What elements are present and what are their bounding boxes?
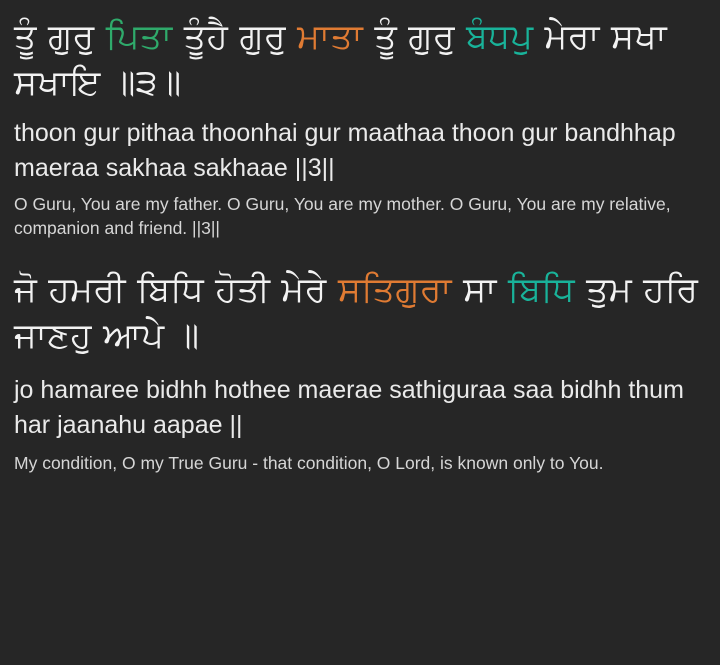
gurmukhi-word[interactable]: ਮਾਤਾ [297,17,363,57]
gurmukhi-word[interactable]: ਬਿਧਿ [507,269,575,310]
gurmukhi-word[interactable]: ਗੁਰੁ [408,17,455,57]
gurmukhi-word[interactable]: ਮੇਰੇ [281,269,327,310]
verse-block-1 [14,14,706,241]
gurmukhi-word[interactable]: ਆਪੇ [103,316,165,357]
gurmukhi-word[interactable]: ॥੩॥ [111,63,182,104]
translation-line-2: My condition, O my True Guru - that condition, O Lord, is known only to You. [14,453,604,474]
gurmukhi-word[interactable]: ਸਖਾਇ [14,63,101,104]
gurmukhi-word[interactable]: ਗੁਰੁ [239,17,286,57]
gurmukhi-word[interactable]: ਤੁਮ [586,269,632,310]
gurmukhi-word[interactable]: ਹੋਤੀ [215,269,271,310]
gurmukhi-word[interactable]: ਹਮਰੀ [48,269,126,310]
gurmukhi-word[interactable]: ਹਰਿ [643,269,699,310]
gurmukhi-line-1 [14,14,706,106]
verse-block-2 [14,267,706,476]
translation-line-1: O Guru, You are my father. O Guru, You are my mother. O Guru, You are my relative, companion and friend. ||3|| [14,194,671,239]
gurmukhi-word[interactable]: ਬੰਧਪੁ [466,17,534,57]
gurmukhi-word[interactable]: ਸਖਾ [610,17,667,57]
gurmukhi-line-2 [14,267,706,359]
gurmukhi-word[interactable]: ਤੂੰ [374,17,397,57]
gurmukhi-word[interactable]: ਜੋ [14,269,38,310]
gurmukhi-word[interactable]: ਤੂੰਹੈ [183,17,229,57]
gurmukhi-word[interactable]: ਸਾ [463,269,497,310]
transliteration-line-2: jo hamaree bidhh hothee maerae sathiguraa saa bidhh thum har jaanahu aapae || [14,376,684,439]
gurmukhi-word[interactable]: ॥ [175,316,200,357]
gurmukhi-word[interactable]: ਪਿਤਾ [105,17,173,57]
gurmukhi-word[interactable]: ਬਿਧਿ [137,269,204,310]
gurmukhi-word[interactable]: ਗੁਰੁ [47,17,95,57]
transliteration-line-1: thoon gur pithaa thoonhai gur maathaa thoon gur bandhhap maeraa sakhaa sakhaae ||3|| [14,119,676,182]
gurmukhi-word[interactable]: ਸਤਿਗੁਰਾ [337,269,452,310]
gurmukhi-word[interactable]: ਮੇਰਾ [544,17,600,57]
gurmukhi-word[interactable]: ਤੂੰ [14,17,37,57]
gurmukhi-word[interactable]: ਜਾਣਹੁ [14,316,92,357]
